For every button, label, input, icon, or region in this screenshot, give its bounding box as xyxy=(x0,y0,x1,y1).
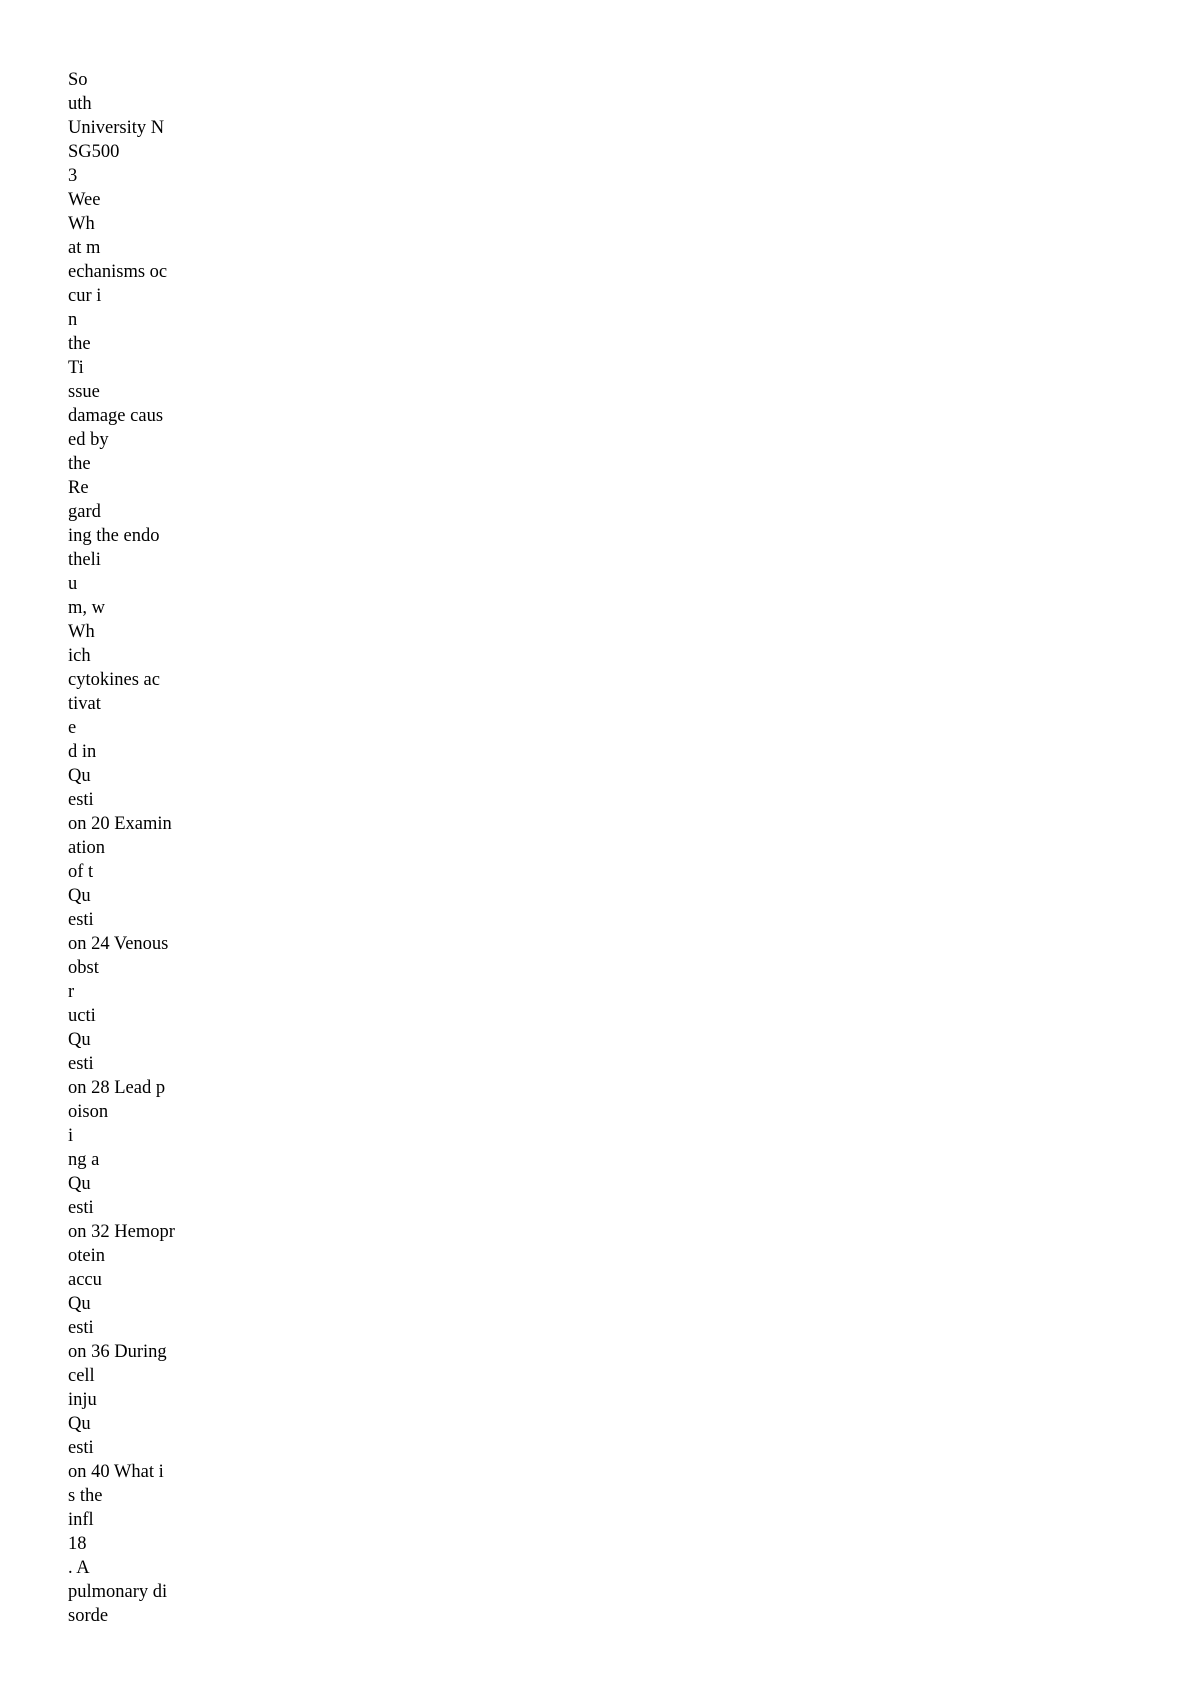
text-line: at m xyxy=(68,238,101,258)
text-line: u xyxy=(68,574,78,594)
text-line: accu xyxy=(68,1270,102,1290)
text-line: 3 xyxy=(68,166,78,186)
text-line: University N xyxy=(68,118,165,138)
text-line: cytokines ac xyxy=(68,670,160,690)
text-line: the xyxy=(68,454,91,474)
text-line: e xyxy=(68,718,77,738)
text-line: on 28 Lead p xyxy=(68,1078,166,1098)
text-line: . A xyxy=(68,1558,90,1578)
text-line: Wh xyxy=(68,622,95,642)
text-line: 18 xyxy=(68,1534,87,1554)
text-line: i xyxy=(68,1126,74,1146)
text-line: esti xyxy=(68,1438,94,1458)
text-line: otein xyxy=(68,1246,105,1266)
text-line: tivat xyxy=(68,694,101,714)
text-line: pulmonary di xyxy=(68,1582,168,1602)
text-line: n xyxy=(68,310,78,330)
text-line: esti xyxy=(68,1198,94,1218)
text-line: Qu xyxy=(68,886,91,906)
text-line: Qu xyxy=(68,1030,91,1050)
text-line: esti xyxy=(68,790,94,810)
text-line: esti xyxy=(68,910,94,930)
text-line: s the xyxy=(68,1486,103,1506)
text-line: d in xyxy=(68,742,97,762)
text-line: gard xyxy=(68,502,101,522)
text-line: echanisms oc xyxy=(68,262,168,282)
text-line: Wee xyxy=(68,190,101,210)
text-line: ucti xyxy=(68,1006,96,1026)
text-line: ing the endo xyxy=(68,526,160,546)
text-line: Wh xyxy=(68,214,95,234)
text-line: oison xyxy=(68,1102,109,1122)
text-line: Qu xyxy=(68,1174,91,1194)
text-line: ation xyxy=(68,838,105,858)
text-line: esti xyxy=(68,1054,94,1074)
text-line: Qu xyxy=(68,1294,91,1314)
text-line: ich xyxy=(68,646,91,666)
text-line: on 32 Hemopr xyxy=(68,1222,175,1242)
text-line: Ti xyxy=(68,358,84,378)
text-line: Re xyxy=(68,478,89,498)
text-line: infl xyxy=(68,1510,94,1530)
text-line: ng a xyxy=(68,1150,100,1170)
text-line: sorde xyxy=(68,1606,109,1626)
text-line: Qu xyxy=(68,1414,91,1434)
text-line: m, w xyxy=(68,598,105,618)
text-line: of t xyxy=(68,862,94,882)
text-line: inju xyxy=(68,1390,97,1410)
text-line: SG500 xyxy=(68,142,120,162)
text-column xyxy=(68,68,328,1628)
text-line: cur i xyxy=(68,286,102,306)
text-line: Qu xyxy=(68,766,91,786)
text-line: on 20 Examin xyxy=(68,814,172,834)
text-line: r xyxy=(68,982,75,1002)
text-line: cell xyxy=(68,1366,95,1386)
text-line: obst xyxy=(68,958,99,978)
text-line: theli xyxy=(68,550,101,570)
text-line: ed by xyxy=(68,430,109,450)
text-line: on 40 What i xyxy=(68,1462,164,1482)
text-line: the xyxy=(68,334,91,354)
text-line: on 24 Venous xyxy=(68,934,169,954)
text-line: uth xyxy=(68,94,92,114)
text-line: on 36 During xyxy=(68,1342,167,1362)
text-line: esti xyxy=(68,1318,94,1338)
text-line: damage caus xyxy=(68,406,164,426)
text-line: ssue xyxy=(68,382,100,402)
text-line: So xyxy=(68,70,88,90)
